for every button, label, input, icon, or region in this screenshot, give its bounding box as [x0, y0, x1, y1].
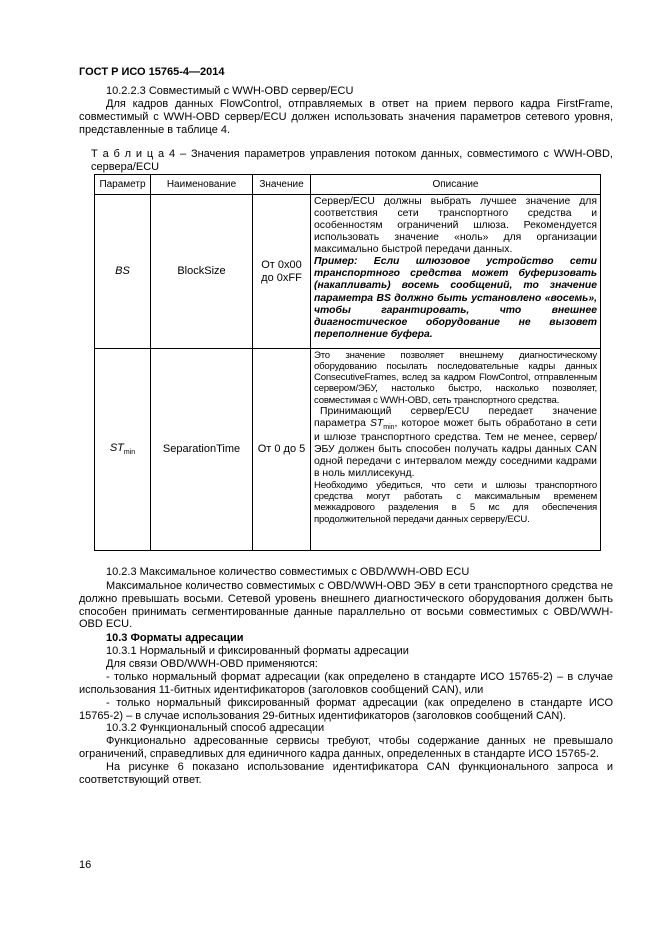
description-text: Сервер/ECU должны выбрать лучшее значение для соответствия сети транспортного средства и особенностям ограничений шлюза. Рекомендуется использовать значение «ноль» для организации максимально быстрой передачи данных. — [314, 196, 597, 256]
column-header-name: Наименование — [151, 175, 253, 195]
section-heading-10-3-2: 10.3.2 Функциональный способ адресации — [106, 722, 325, 734]
section-heading-10-2-2-3: 10.2.2.3 Совместимый с WWH-OBD сервер/ECU — [106, 85, 354, 97]
section-heading-10-3: 10.3 Форматы адресации — [106, 632, 244, 644]
param-symbol: ST — [369, 417, 384, 429]
param-subscript: min — [383, 423, 395, 431]
value-cell: От 0 до 5 — [253, 349, 311, 551]
list-item-normal-addressing: - только нормальный формат адресации (как определено в стандарте ИСО 15765-2) – в случае использования 11-битных идентификаторов (заголовков сообщений CAN), или — [79, 671, 613, 696]
section-heading-10-3-1: 10.3.1 Нормальный и фиксированный форматы адресации — [106, 645, 409, 657]
description-text-3: Необходимо убедиться, что сети и шлюзы транспортного средства могут работать с максимальным временем межкадрового разделения в 5 мс для обеспечения продолжительной передачи данных серверу/ECU. — [314, 480, 597, 525]
paragraph-10-3-2-a: Функционально адресованные сервисы требуют, чтобы содержание данных не превышало ограничений, справедливых для единичного кадра данных, определенных в стандарте ИСО 15765-2. — [79, 735, 613, 760]
paragraph-10-3-2-b: На рисунке 6 показано использование идентификатора CAN функционального запроса и соответствующий ответ. — [79, 761, 613, 786]
column-header-parameter: Параметр — [95, 175, 151, 195]
column-header-value: Значение — [253, 175, 311, 195]
value-cell: От 0x00 до 0xFF — [253, 195, 311, 349]
description-part: , которое может быть обработано в сети и шлюзе транспортного средства. Тем не менее, сервер/ЭБУ должен быть способен получать кадры данных CAN одной передачи с интервалом между соседними кадрами в ноль миллисекунд. — [314, 417, 597, 480]
param-symbol: ST — [109, 441, 124, 454]
table-row-stmin — [95, 349, 601, 551]
name-cell: BlockSize — [151, 195, 253, 349]
example-note: Пример: Если шлюзовое устройство сети транспортного средства может буферизовать (накапливать) восемь сообщений, то значение параметра BS должно быть установлено «восемь», чтобы гарантировать, что внешнее диагностическое оборудование не вызовет переполнение буфера. — [314, 256, 597, 340]
param-subscript: min — [123, 449, 136, 457]
description-part: Принимающий сервер/ECU передает значение параметра — [314, 405, 597, 429]
flow-control-table — [94, 174, 601, 551]
column-header-description: Описание — [311, 175, 601, 195]
description-cell — [311, 195, 601, 349]
description-text-2 — [314, 406, 597, 481]
param-cell — [95, 349, 151, 551]
paragraph-10-2-3: Максимальное количество совместимых с OBD/WWH-OBD ЭБУ в сети транспортного средства не должно превышать восьми. Сетевой уровень внешнего диагностического оборудования должен быть способен принимать сегментированные данные параллельно от восьми совместимых с OBD/WWH-OBD ECU. — [79, 580, 613, 631]
paragraph-10-3-1-intro: Для связи OBD/WWH-OBD применяются: — [106, 658, 318, 670]
description-text: Это значение позволяет внешнему диагностическому оборудованию посылать последовательные кадры данных ConsecutiveFrames, вслед за кадром FlowControl, отправленным сервером/ЭБУ, настолько быстро, насколько позволяет, совместимая с WWH-OBD, сеть транспортного средства. — [314, 350, 597, 406]
name-cell: SeparationTime — [151, 349, 253, 551]
paragraph-10-2-2-3: Для кадров данных FlowControl, отправляемых в ответ на прием первого кадра FirstFrame, совместимый с WWH-OBD сервер/ECU должен использовать значения параметров сетевого уровня, представленные в таблице 4. — [79, 98, 613, 136]
list-item-fixed-addressing: - только нормальный фиксированный формат адресации (как определено в стандарте ИСО 15765-2) – в случае использования 29-битных идентификаторов (заголовков сообщений CAN). — [79, 697, 613, 722]
param-cell: BS — [95, 195, 151, 349]
table-caption: Т а б л и ц а 4 – Значения параметров управления потоком данных, совместимого с WWH-OBD, сервера/ECU — [91, 148, 613, 173]
document-header: ГОСТ Р ИСО 15765-4—2014 — [79, 66, 225, 78]
page-number: 16 — [79, 859, 92, 871]
section-heading-10-2-3: 10.2.3 Максимальное количество совместимых с OBD/WWH-OBD ECU — [106, 566, 470, 578]
description-cell — [311, 349, 601, 551]
table-header-row — [95, 175, 601, 195]
table-row-bs — [95, 195, 601, 349]
